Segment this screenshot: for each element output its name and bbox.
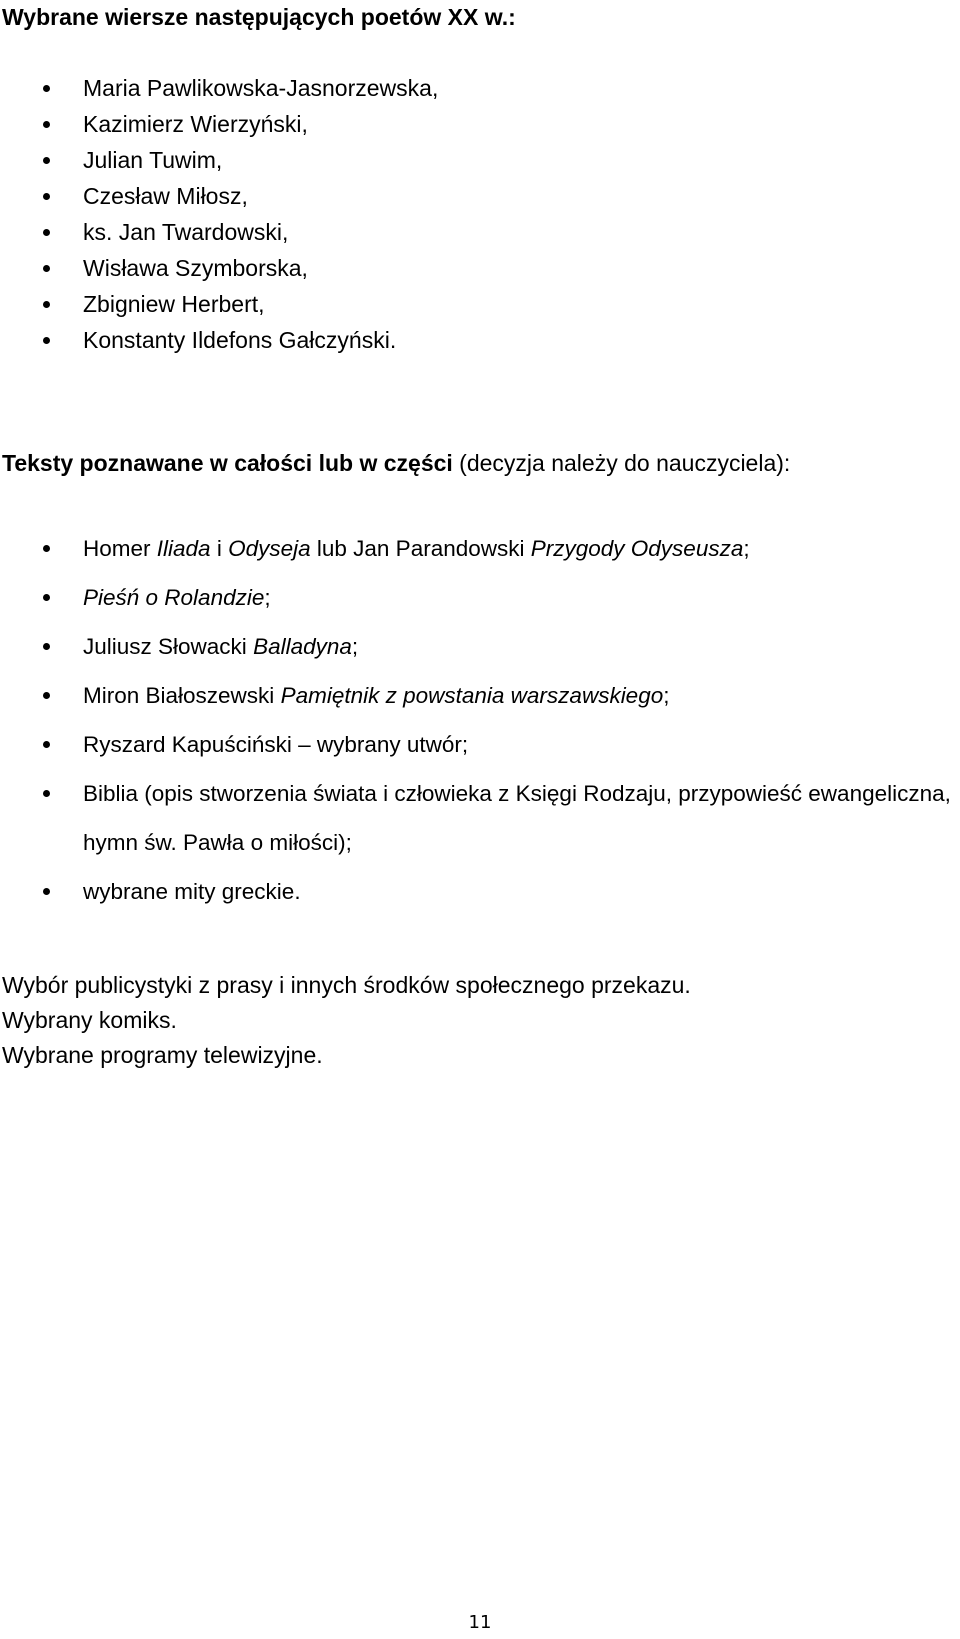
page-number: 11 <box>468 1612 492 1633</box>
text-segment: ; <box>351 634 359 659</box>
section-heading-texts <box>2 448 790 478</box>
texts-list <box>0 524 960 916</box>
list-item <box>0 573 960 622</box>
list-item-text: Czesław Miłosz, <box>83 183 248 209</box>
bullet-icon <box>43 157 50 164</box>
heading-normal-part: (decyzja należy do nauczyciela): <box>452 450 791 476</box>
list-item-text: Maria Pawlikowska-Jasnorzewska, <box>83 75 439 101</box>
list-item <box>0 867 960 916</box>
list-item <box>0 250 438 286</box>
bullet-icon <box>43 85 50 92</box>
list-item <box>0 322 438 358</box>
bullet-icon <box>43 265 50 272</box>
text-segment: ; <box>743 536 750 561</box>
bullet-icon <box>43 301 50 308</box>
heading-bold-part: Teksty poznawane w całości lub w części <box>2 450 453 476</box>
bullet-icon <box>43 594 50 601</box>
bullet-icon <box>43 121 50 128</box>
bullet-icon <box>43 888 50 895</box>
title-segment: Odyseja <box>228 536 311 561</box>
list-item-text: Kazimierz Wierzyński, <box>83 111 308 137</box>
poet-list <box>0 70 438 358</box>
title-segment: Pieśń o Rolandzie <box>83 585 265 610</box>
list-item <box>0 769 960 867</box>
bullet-icon <box>43 790 50 797</box>
closing-line: Wybrane programy telewizyjne. <box>2 1042 323 1068</box>
bullet-icon <box>43 229 50 236</box>
section-heading-poets: Wybrane wiersze następujących poetów XX w.: <box>2 4 516 30</box>
text-segment: ; <box>264 585 271 610</box>
closing-line: Wybrany komiks. <box>2 1007 177 1033</box>
list-item <box>0 70 438 106</box>
text-segment: i <box>210 536 229 561</box>
list-item-text: Julian Tuwim, <box>83 147 223 173</box>
list-item <box>0 671 960 720</box>
list-item <box>0 622 960 671</box>
bullet-icon <box>43 741 50 748</box>
bullet-icon <box>43 193 50 200</box>
bullet-icon <box>43 337 50 344</box>
bullet-icon <box>43 545 50 552</box>
text-segment: ; <box>663 683 670 708</box>
list-item-text: Konstanty Ildefons Gałczyński. <box>83 327 397 353</box>
list-item-text: Wisława Szymborska, <box>83 255 308 281</box>
list-item-text: Zbigniew Herbert, <box>83 291 265 317</box>
list-item <box>0 720 960 769</box>
text-segment: lub Jan Parandowski <box>310 536 531 561</box>
list-item <box>0 286 438 322</box>
list-item <box>0 524 960 573</box>
closing-lines <box>2 968 691 1073</box>
text-segment: Miron Białoszewski <box>83 683 281 708</box>
bullet-icon <box>43 643 50 650</box>
text-segment: Biblia (opis stworzenia świata i człowieka z Księgi Rodzaju, przypowieść ewangeliczna, hymn św. Pawła o miłości); <box>83 781 951 855</box>
list-item-text: ks. Jan Twardowski, <box>83 219 289 245</box>
title-segment: Przygody Odyseusza <box>530 536 744 561</box>
list-item <box>0 178 438 214</box>
closing-line: Wybór publicystyki z prasy i innych środków społecznego przekazu. <box>2 972 691 998</box>
list-item <box>0 142 438 178</box>
bullet-icon <box>43 692 50 699</box>
list-item <box>0 214 438 250</box>
text-segment: Juliusz Słowacki <box>83 634 254 659</box>
title-segment: Iliada <box>156 536 211 561</box>
list-item <box>0 106 438 142</box>
title-segment: Pamiętnik z powstania warszawskiego <box>280 683 664 708</box>
text-segment: Homer <box>83 536 157 561</box>
text-segment: Ryszard Kapuściński – wybrany utwór; <box>83 732 469 757</box>
text-segment: wybrane mity greckie. <box>83 879 301 904</box>
title-segment: Balladyna <box>253 634 352 659</box>
